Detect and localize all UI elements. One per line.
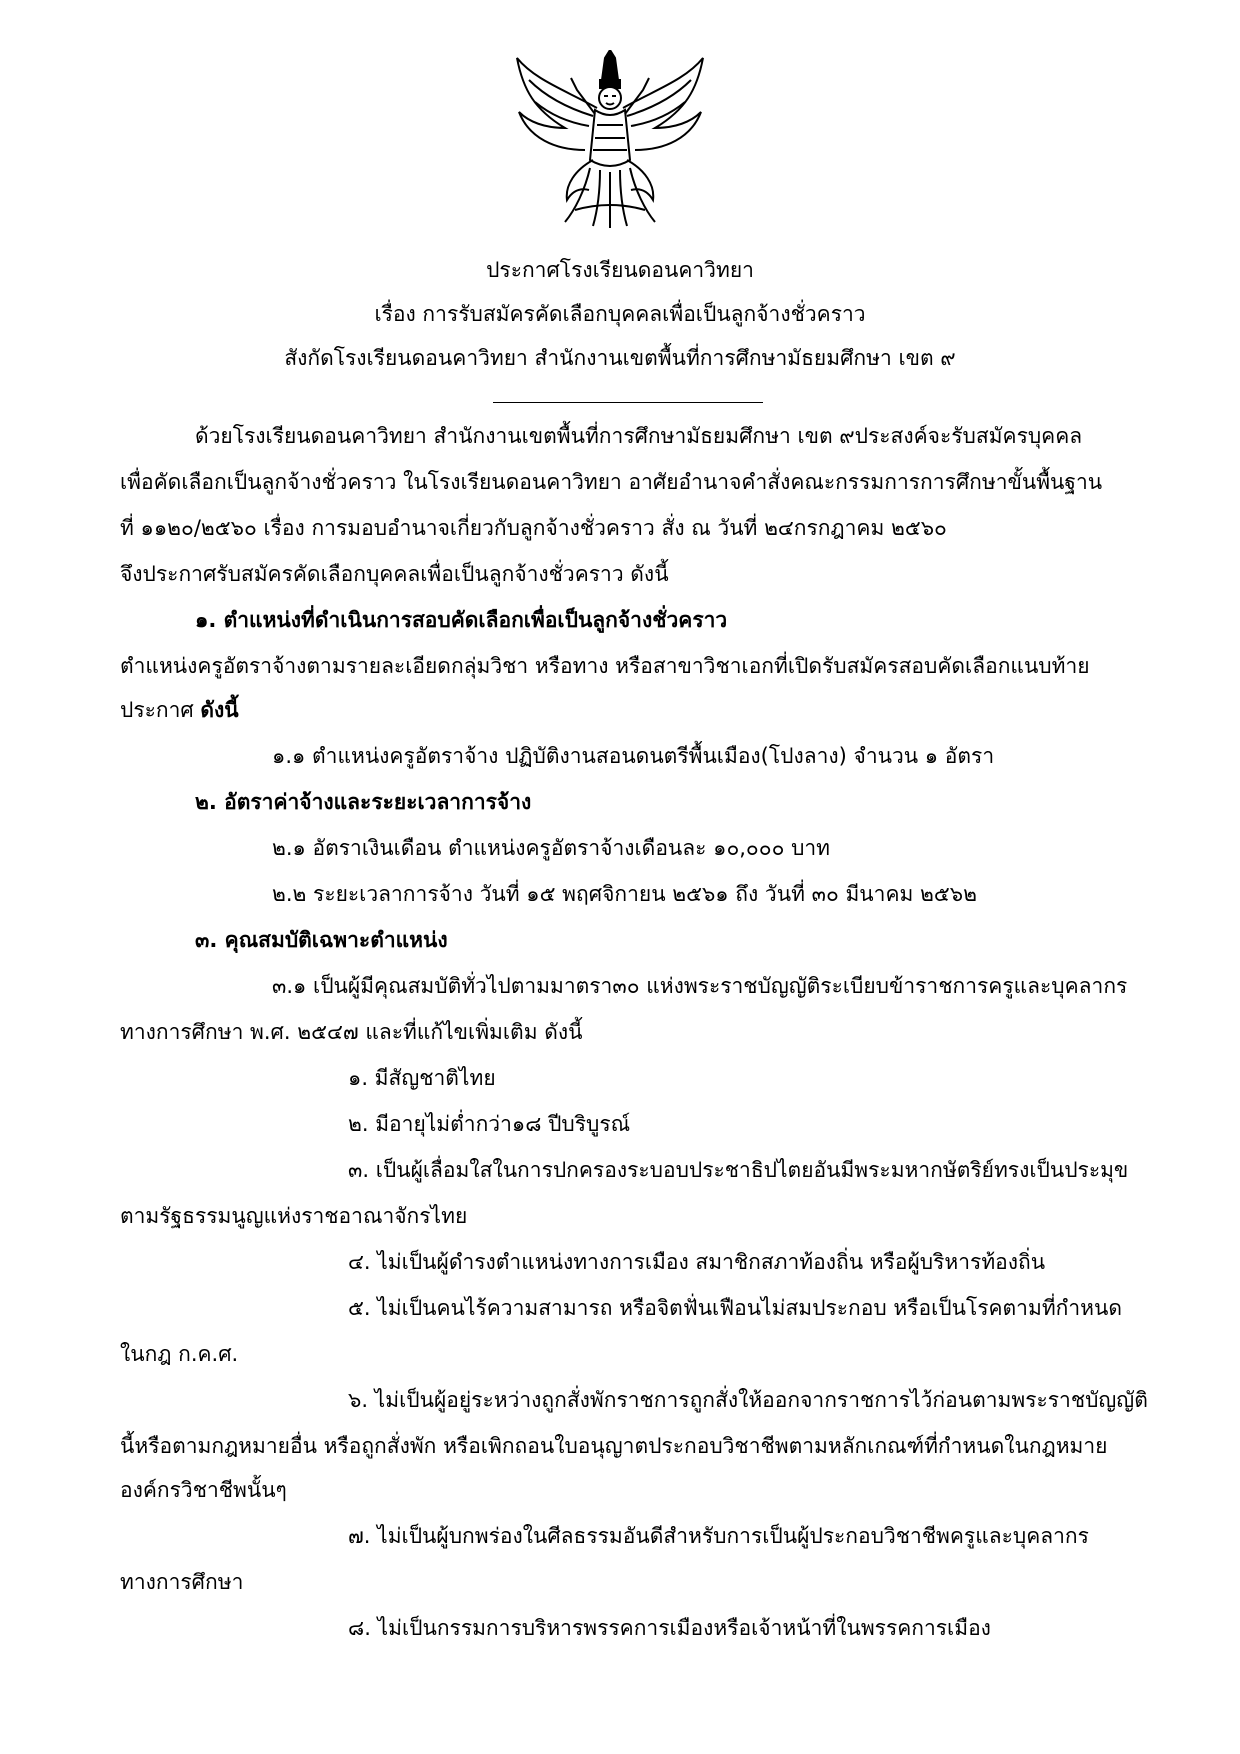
qualification-item: ทางการศึกษา xyxy=(120,1570,244,1594)
section1-text: ตำแหน่งครูอัตราจ้างตามรายละเอียดกลุ่มวิชา หรือทาง หรือสาขาวิชาเอกที่เปิดรับสมัครสอบคัดเลือกแนบท้าย xyxy=(120,654,1090,678)
announcement-title: ประกาศโรงเรียนดอนคาวิทยา xyxy=(486,258,754,282)
qualification-item: ๒. มีอายุไม่ต่ำกว่า๑๘ ปีบริบูรณ์ xyxy=(348,1112,631,1136)
section2-item: ๒.๒ ระยะเวลาการจ้าง วันที่ ๑๕ พฤศจิกายน ๒๕๖๑ ถึง วันที่ ๓๐ มีนาคม ๒๕๖๒ xyxy=(272,882,977,906)
section2-item: ๒.๑ อัตราเงินเดือน ตำแหน่งครูอัตราจ้างเดือนละ ๑๐,๐๐๐ บาท xyxy=(272,836,831,860)
intro-line: เพื่อคัดเลือกเป็นลูกจ้างชั่วคราว ในโรงเรียนดอนคาวิทยา อาศัยอำนาจคำสั่งคณะกรรมการการศึกษาขั้นพื้นฐาน xyxy=(120,470,1103,494)
section3-heading: ๓. คุณสมบัติเฉพาะตำแหน่ง xyxy=(195,928,448,952)
section1-heading: ๑. ตำแหน่งที่ดำเนินการสอบคัดเลือกเพื่อเป็นลูกจ้างชั่วคราว xyxy=(195,608,728,632)
title-divider xyxy=(493,402,763,403)
announcement-affiliation: สังกัดโรงเรียนดอนคาวิทยา สำนักงานเขตพื้นที่การศึกษามัธยมศึกษา เขต ๙ xyxy=(284,346,956,370)
qualification-item: ตามรัฐธรรมนูญแห่งราชอาณาจักรไทย xyxy=(120,1204,468,1228)
qualification-item: ๕. ไม่เป็นคนไร้ความสามารถ หรือจิตฟั่นเฟือนไม่สมประกอบ หรือเป็นโรคตามที่กำหนด xyxy=(348,1296,1123,1320)
qualification-item: ๗. ไม่เป็นผู้บกพร่องในศีลธรรมอันดีสำหรับการเป็นผู้ประกอบวิชาชีพครูและบุคลากร xyxy=(348,1524,1089,1548)
intro-line: ที่ ๑๑๒๐/๒๕๖๐ เรื่อง การมอบอำนาจเกี่ยวกับลูกจ้างชั่วคราว สั่ง ณ วันที่ ๒๔กรกฎาคม ๒๕๖๐ xyxy=(120,516,947,540)
announcement-subject: เรื่อง การรับสมัครคัดเลือกบุคคลเพื่อเป็นลูกจ้างชั่วคราว xyxy=(374,302,866,326)
intro-line: จึงประกาศรับสมัครคัดเลือกบุคคลเพื่อเป็นลูกจ้างชั่วคราว ดังนี้ xyxy=(120,562,669,586)
qualification-item: ๓. เป็นผู้เลื่อมใสในการปกครองระบอบประชาธิปไตยอันมีพระมหากษัตริย์ทรงเป็นประมุข xyxy=(348,1158,1129,1182)
qualification-item: ๖. ไม่เป็นผู้อยู่ระหว่างถูกสั่งพักราชการถูกสั่งให้ออกจากราชการไว้ก่อนตามพระราชบัญญัติ xyxy=(348,1388,1148,1412)
section3-item: ทางการศึกษา พ.ศ. ๒๕๔๗ และที่แก้ไขเพิ่มเติม ดังนี้ xyxy=(120,1020,583,1044)
qualification-item: นี้หรือตามกฎหมายอื่น หรือถูกสั่งพัก หรือเพิกถอนใบอนุญาตประกอบวิชาชีพตามหลักเกณฑ์ที่กำหนดในกฎหมาย xyxy=(120,1434,1108,1458)
qualification-item: ๘. ไม่เป็นกรรมการบริหารพรรคการเมืองหรือเจ้าหน้าที่ในพรรคการเมือง xyxy=(348,1616,991,1640)
qualification-item: ๔. ไม่เป็นผู้ดำรงตำแหน่งทางการเมือง สมาชิกสภาท้องถิ่น หรือผู้บริหารท้องถิ่น xyxy=(348,1250,1046,1274)
garuda-emblem-icon xyxy=(505,50,715,230)
section3-item: ๓.๑ เป็นผู้มีคุณสมบัติทั่วไปตามมาตรา๓๐ แห่งพระราชบัญญัติระเบียบข้าราชการครูและบุคลากร xyxy=(272,974,1128,998)
qualification-item: ๑. มีสัญชาติไทย xyxy=(348,1066,496,1090)
section1-text-prefix: ประกาศ xyxy=(120,698,201,722)
section2-heading: ๒. อัตราค่าจ้างและระยะเวลาการจ้าง xyxy=(195,790,532,814)
qualification-item: ในกฎ ก.ค.ศ. xyxy=(120,1342,239,1366)
qualification-item: องค์กรวิชาชีพนั้นๆ xyxy=(120,1478,287,1502)
section1-item: ๑.๑ ตำแหน่งครูอัตราจ้าง ปฏิบัติงานสอนดนตรีพื้นเมือง(โปงลาง) จำนวน ๑ อัตรา xyxy=(272,744,995,768)
section1-text-bold: ดังนี้ xyxy=(200,698,239,722)
section1-text xyxy=(120,698,239,723)
intro-line: ด้วยโรงเรียนดอนคาวิทยา สำนักงานเขตพื้นที่การศึกษามัธยมศึกษา เขต ๙ประสงค์จะรับสมัครบุคคล xyxy=(195,424,1083,448)
